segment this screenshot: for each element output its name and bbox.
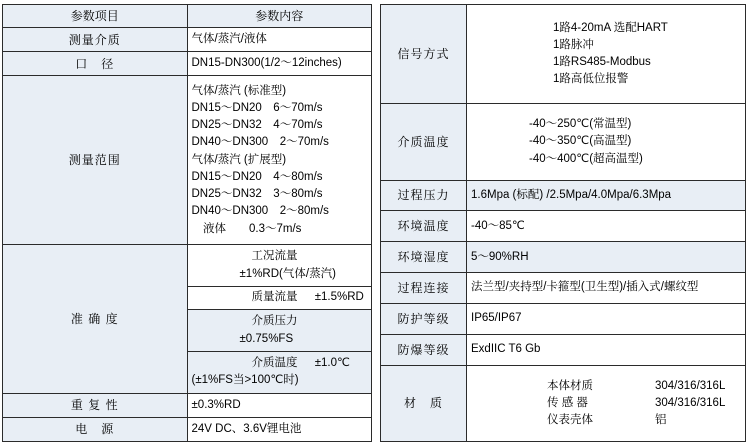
table-row (3, 52, 372, 76)
accuracy-item-working-flow (187, 245, 372, 287)
table-row (381, 211, 746, 242)
material-line (547, 412, 741, 429)
material-item-value: 304/316/316L (655, 379, 726, 392)
table-row (3, 28, 372, 52)
left-spec-table (2, 4, 372, 442)
row-value-process-pressure: 1.6Mpa (标配) /2.5Mpa/4.0Mpa/6.3Mpa (467, 180, 746, 211)
signal-line: 1路高低位报警 (553, 73, 629, 86)
material-item-name: 本体材质 (547, 379, 593, 392)
range-line: DN40～DN300 2～70m/s (191, 136, 329, 149)
row-value-process-connection: 法兰型/夹持型/卡箍型(卫生型)/插入式/螺纹型 (467, 273, 746, 304)
range-line: 气体/蒸汽 (标准型) (191, 84, 287, 97)
header-param-content: 参数内容 (187, 5, 372, 28)
material-item-value: 304/316/316L (655, 396, 726, 409)
accuracy-item-value: ±1%RD(气体/蒸汽) (239, 267, 336, 280)
row-label-repeatability: 重 复 性 (3, 393, 188, 417)
material-item-name: 传 感 器 (547, 396, 588, 409)
table-header-row (3, 5, 372, 28)
accuracy-item-medium-temp (187, 351, 372, 393)
table-row-medium-temp (381, 104, 746, 180)
accuracy-item-value: ±1.5%RD (314, 291, 364, 304)
signal-line: 1路RS485-Modbus (553, 56, 651, 69)
row-label-ambient-temp: 环境温度 (381, 211, 467, 242)
accuracy-item-value: ±1.0℃ (±1%FS当>100℃时) (191, 356, 350, 387)
row-value-explosion-grade: ExdIIC T6 Gb (467, 334, 746, 365)
table-row (3, 393, 372, 417)
table-row-range (3, 76, 372, 245)
medium-temp-line: -40～350℃(高温型) (529, 135, 632, 148)
row-label-medium-temp: 介质温度 (381, 104, 467, 180)
row-value-medium: 气体/蒸汽/液体 (187, 28, 372, 52)
table-row (3, 417, 372, 441)
row-value-ambient-temp: -40～85℃ (467, 211, 746, 242)
row-value-protection-grade: IP65/IP67 (467, 304, 746, 335)
signal-line: 1路脉冲 (553, 38, 594, 51)
accuracy-item-mass-flow (187, 286, 372, 309)
signal-line: 1路4-20mA 选配HART (553, 21, 668, 34)
range-line: DN15～DN20 6～70m/s (191, 101, 323, 114)
row-value-power: 24V DC、3.6V锂电池 (187, 417, 372, 441)
row-label-signal: 信号方式 (381, 5, 467, 104)
medium-temp-line: -40～400℃(超高温型) (529, 152, 643, 165)
row-value-diameter: DN15-DN300(1/2～12inches) (187, 52, 372, 76)
table-row (381, 242, 746, 273)
row-label-process-connection: 过程连接 (381, 273, 467, 304)
table-row (381, 304, 746, 335)
accuracy-item-name: 质量流量 (251, 291, 298, 304)
range-line: DN25～DN32 4～70m/s (191, 119, 323, 132)
row-label-range: 测量范围 (3, 76, 188, 245)
right-spec-table (380, 4, 746, 442)
table-row (381, 334, 746, 365)
row-label-diameter: 口 径 (3, 52, 188, 76)
row-label-power: 电 源 (3, 417, 188, 441)
row-label-material: 材 质 (381, 365, 467, 441)
accuracy-item-name: 介质压力 (251, 315, 298, 328)
row-label-explosion-grade: 防爆等级 (381, 334, 467, 365)
table-row (381, 180, 746, 211)
table-row-signal (381, 5, 746, 104)
row-label-accuracy: 准 确 度 (3, 245, 188, 393)
row-value-ambient-humidity: 5～90%RH (467, 242, 746, 273)
range-line: DN15～DN20 4～80m/s (191, 170, 323, 183)
accuracy-item-medium-pressure (187, 310, 372, 352)
range-line: DN25～DN32 3～80m/s (191, 188, 323, 201)
medium-temp-line: -40～250℃(常温型) (529, 118, 632, 131)
row-label-medium: 测量介质 (3, 28, 188, 52)
range-line: 液体 0.3～7m/s (191, 222, 302, 235)
range-line: 气体/蒸汽 (扩展型) (191, 153, 287, 166)
row-value-signal (467, 5, 746, 104)
table-row-accuracy (3, 245, 372, 287)
accuracy-item-name: 介质温度 (251, 356, 298, 369)
row-label-ambient-humidity: 环境湿度 (381, 242, 467, 273)
header-param-item: 参数项目 (3, 5, 188, 28)
row-value-material (467, 365, 746, 441)
material-line (547, 395, 741, 412)
row-value-repeatability: ±0.3%RD (187, 393, 372, 417)
material-line (547, 378, 741, 395)
accuracy-item-name: 工况流量 (251, 250, 298, 263)
table-row (381, 273, 746, 304)
table-row-material (381, 365, 746, 441)
accuracy-item-value: ±0.75%FS (239, 332, 294, 345)
material-item-value: 铝 (655, 414, 667, 427)
material-item-name: 仪表壳体 (547, 414, 593, 427)
row-label-protection-grade: 防护等级 (381, 304, 467, 335)
row-value-medium-temp (467, 104, 746, 180)
row-value-range (187, 76, 372, 245)
row-label-process-pressure: 过程压力 (381, 180, 467, 211)
range-line: DN40～DN300 2～80m/s (191, 205, 329, 218)
